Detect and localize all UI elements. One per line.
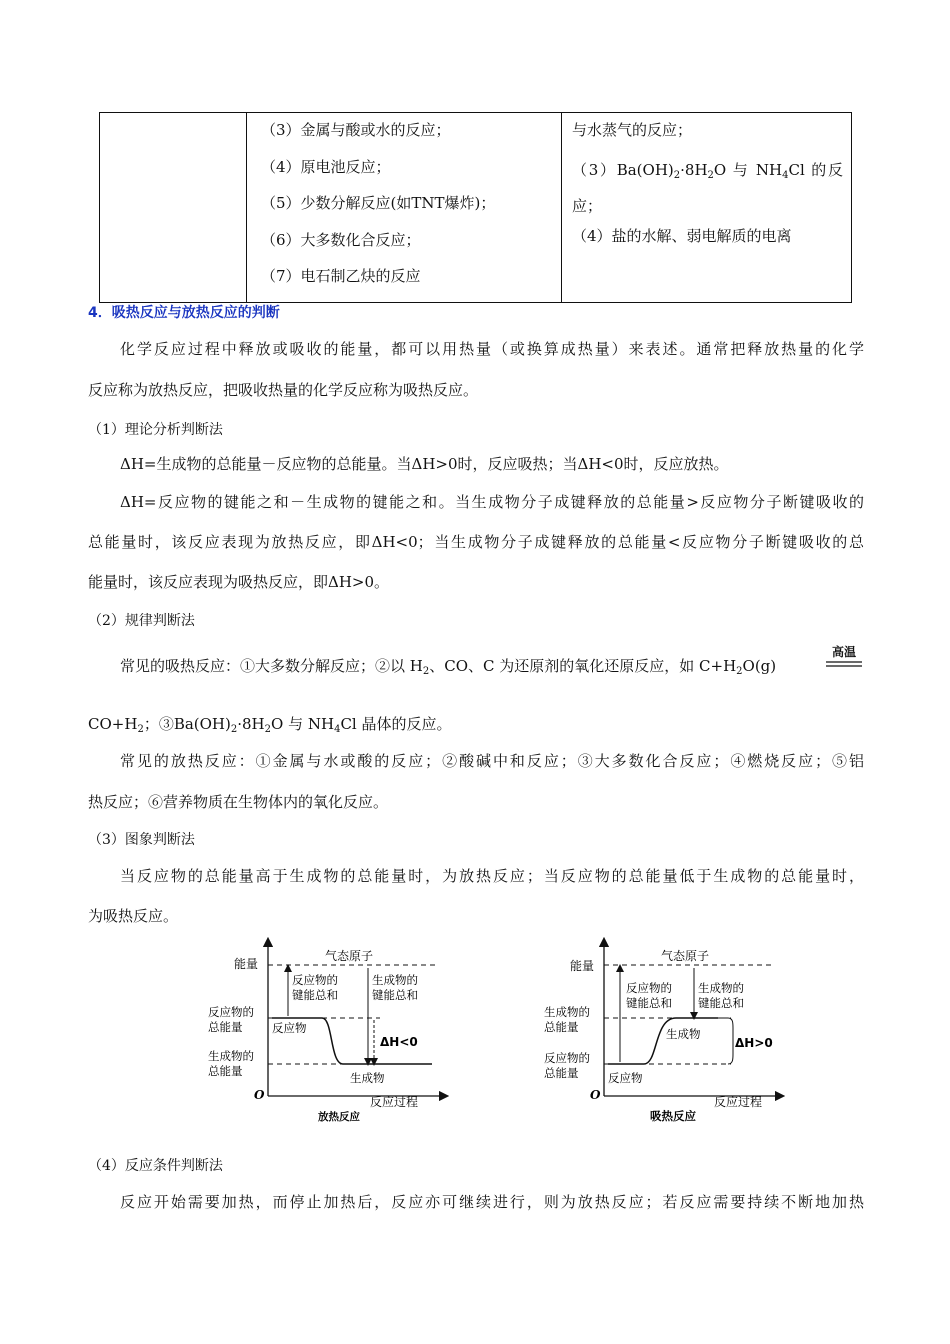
section-heading: 4．吸热反应与放热反应的判断 [88, 305, 280, 321]
curve-start-label: 反应物 [608, 1071, 643, 1085]
low-level-label-2: 总能量 [544, 1066, 579, 1080]
method-title: （4）反应条件判断法 [88, 1158, 223, 1174]
x-axis-label: 反应过程 [370, 1095, 419, 1109]
paragraph: 能量时，该反应表现为吸热反应，即ΔH>0。 [88, 573, 390, 591]
table-cell-exothermic-list [247, 113, 562, 303]
table-cell-empty [100, 113, 247, 303]
delta-h-label: ΔH<0 [380, 1035, 418, 1049]
method-title: （2）规律判断法 [88, 613, 195, 629]
paragraph: 常见的吸热反应：①大多数分解反应；②以 $H_2$、CO、C 为还原剂的氧化还原反应，如 $C+H_2O(g)$ [120, 657, 777, 677]
list-item: （3）金属与酸或水的反应； [261, 121, 451, 139]
reactant-bond-label-1: 反应物的 [626, 981, 672, 995]
low-level-label-2: 总能量 [208, 1064, 243, 1078]
atom-label: 气态原子 [661, 949, 710, 963]
list-item: $(3)Ba(OH)_2\cdot 8H_2O$ 与 $NH_4Cl$ 的反 [572, 161, 844, 181]
paragraph: 当反应物的总能量高于生成物的总能量时，为放热反应；当反应物的总能量低于生成物的总能量时， [120, 867, 864, 885]
paragraph: 反应开始需要加热，而停止加热后，反应亦可继续进行，则为放热反应；若反应需要持续不断地加热 [120, 1193, 864, 1211]
list-item: （6）大多数化合反应； [261, 230, 421, 249]
low-level-label-1: 反应物的 [544, 1051, 590, 1065]
high-level-label-2: 总能量 [208, 1020, 243, 1034]
high-level-label-2: 总能量 [544, 1020, 579, 1034]
product-bond-label-1: 生成物的 [372, 973, 418, 987]
paragraph: ΔH=反应物的键能之和－生成物的键能之和。当生成物分子成键释放的总能量>反应物分子断键吸收的 [120, 493, 864, 511]
diagram-caption: 放热反应 [318, 1111, 360, 1123]
paragraph: ΔH=生成物的总能量－反应物的总能量。当ΔH>0时，反应吸热；当ΔH<0时，反应放热。 [120, 455, 729, 473]
list-item: （4）盐的水解、弱电解质的电离 [572, 227, 792, 245]
delta-h-bracket [718, 1018, 733, 1064]
list-item: （5）少数分解反应(如TNT爆炸)； [261, 194, 496, 212]
product-bond-label-1: 生成物的 [698, 981, 744, 995]
paragraph: 为吸热反应。 [88, 907, 179, 925]
high-level-label-1: 反应物的 [208, 1005, 254, 1019]
reaction-condition-sign [824, 644, 864, 672]
delta-h-label: ΔH>0 [735, 1036, 773, 1050]
endothermic-energy-diagram [536, 936, 786, 1128]
curve-start-label: 反应物 [272, 1021, 307, 1035]
reactant-bond-label-2: 键能总和 [292, 988, 338, 1002]
atom-label: 气态原子 [325, 949, 374, 963]
product-bond-label-2: 键能总和 [372, 988, 418, 1002]
paragraph: 总能量时，该反应表现为放热反应，即ΔH<0；当生成物分子成键释放的总能量<反应物分子断键吸收的总 [88, 533, 864, 551]
reactant-bond-label-2: 键能总和 [626, 996, 672, 1010]
list-item: （4）原电池反应； [261, 157, 391, 176]
diagram-caption: 吸热反应 [650, 1109, 696, 1123]
y-axis-label: 能量 [234, 957, 259, 971]
paragraph: $CO+H_2$；$③Ba(OH)_2\cdot 8H_2O$ 与 $NH_4Cl$ 晶体的反应。 [88, 715, 452, 735]
curve-end-label: 生成物 [666, 1027, 701, 1041]
origin-label: O [590, 1088, 601, 1102]
condition-label: 高温 [831, 645, 857, 659]
curve-end-label: 生成物 [350, 1071, 385, 1085]
method-title: （3）图象判断法 [88, 832, 195, 848]
table-row [100, 113, 852, 303]
exothermic-energy-diagram [200, 936, 450, 1128]
reaction-curve [608, 1018, 718, 1064]
method-title: （1）理论分析判断法 [88, 422, 223, 438]
paragraph: 热反应；⑥营养物质在生物体内的氧化反应。 [88, 793, 389, 811]
paragraph: 常见的放热反应：①金属与水或酸的反应；②酸碱中和反应；③大多数化合反应；④燃烧反应；⑤铝 [120, 752, 864, 770]
reactant-bond-label-1: 反应物的 [292, 973, 338, 987]
table-cell-endothermic-list [562, 113, 852, 303]
origin-label: O [254, 1088, 265, 1102]
product-bond-label-2: 键能总和 [698, 996, 744, 1010]
high-level-label-1: 生成物的 [544, 1005, 590, 1019]
paragraph: 反应称为放热反应，把吸收热量的化学反应称为吸热反应。 [88, 381, 479, 399]
y-axis-label: 能量 [570, 959, 595, 973]
list-item: 应； [572, 197, 603, 215]
list-item: （7）电石制乙炔的反应 [261, 267, 421, 285]
x-axis-label: 反应过程 [714, 1095, 763, 1109]
reaction-type-table [99, 112, 852, 303]
low-level-label-1: 生成物的 [208, 1049, 254, 1063]
list-item: 与水蒸气的反应； [572, 121, 693, 139]
paragraph: 化学反应过程中释放或吸收的能量，都可以用热量（或换算成热量）来表述。通常把释放热量的化学 [120, 340, 864, 358]
